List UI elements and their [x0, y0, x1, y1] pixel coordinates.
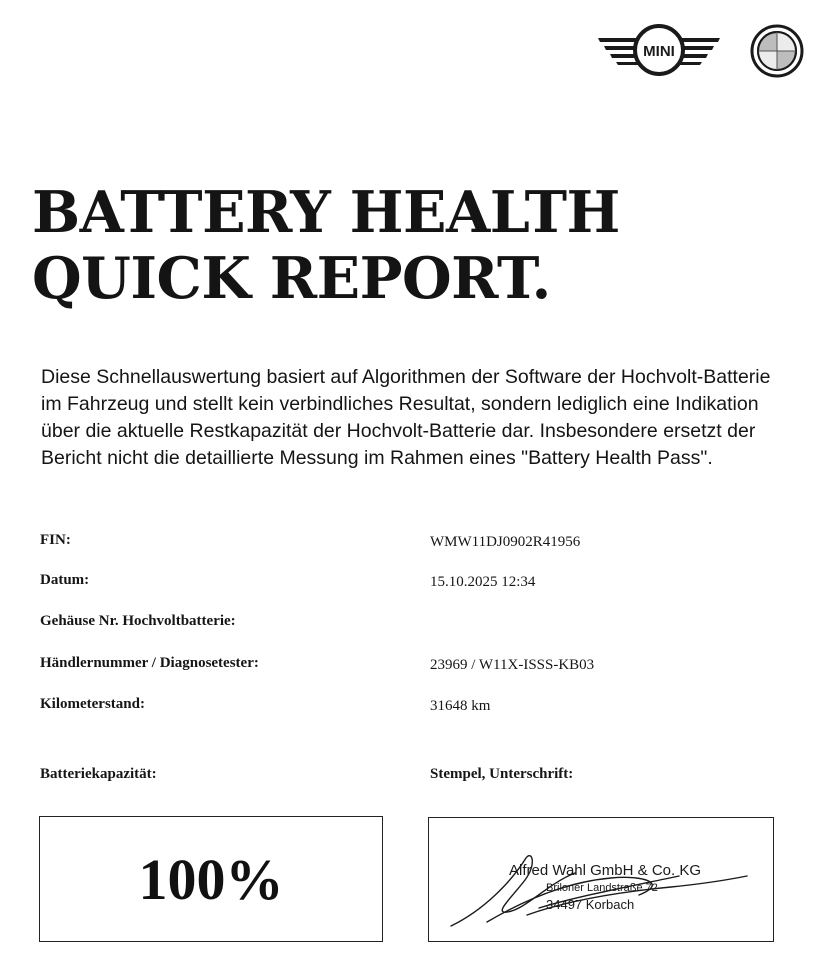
fin-value: WMW11DJ0902R41956 — [430, 534, 581, 550]
bmw-roundel-icon — [750, 24, 804, 78]
fin-label: FIN: — [40, 532, 71, 548]
title-line-2: QUICK REPORT. — [32, 245, 551, 312]
kilometerstand-value: 31648 km — [430, 698, 491, 714]
brand-logos — [596, 18, 811, 84]
mini-logo-text: MINI — [643, 43, 675, 60]
intro-paragraph: Diese Schnellauswertung basiert auf Algorithmen der Software der Hochvolt-Batterie im Fahrzeug und stellt kein verbindliches Resultat, sondern lediglich eine Indikation über die aktuelle Restkapazität der Hochvolt-Batterie dar. Insbesondere ersetzt der Bericht nicht die detaillierte Messung im Rahmen eines "Battery Health Pass". — [41, 366, 771, 469]
stamp-signature-box — [428, 817, 774, 942]
mini-logo-icon — [596, 22, 722, 78]
kilometerstand-label: Kilometerstand: — [40, 696, 145, 712]
capacity-value: 100% — [138, 847, 284, 912]
capacity-box — [39, 816, 383, 942]
page-title — [32, 180, 620, 312]
haendler-label: Händlernummer / Diagnosetester: — [40, 655, 259, 671]
capacity-label: Batteriekapazität: — [40, 766, 157, 782]
datum-label: Datum: — [40, 572, 90, 588]
title-line-1: BATTERY HEALTH — [32, 179, 620, 246]
dealer-stamp — [429, 818, 773, 941]
stamp-label: Stempel, Unterschrift: — [430, 766, 574, 782]
datum-value: 15.10.2025 12:34 — [430, 574, 536, 590]
stamp-line-2: Briloner Landstraße 72 — [546, 882, 658, 894]
stamp-line-1: Alfred Wahl GmbH & Co. KG — [509, 862, 701, 879]
haendler-value: 23969 / W11X-ISSS-KB03 — [430, 657, 595, 673]
stamp-line-3: 34497 Korbach — [546, 897, 635, 912]
gehaeuse-label: Gehäuse Nr. Hochvoltbatterie: — [40, 613, 236, 629]
